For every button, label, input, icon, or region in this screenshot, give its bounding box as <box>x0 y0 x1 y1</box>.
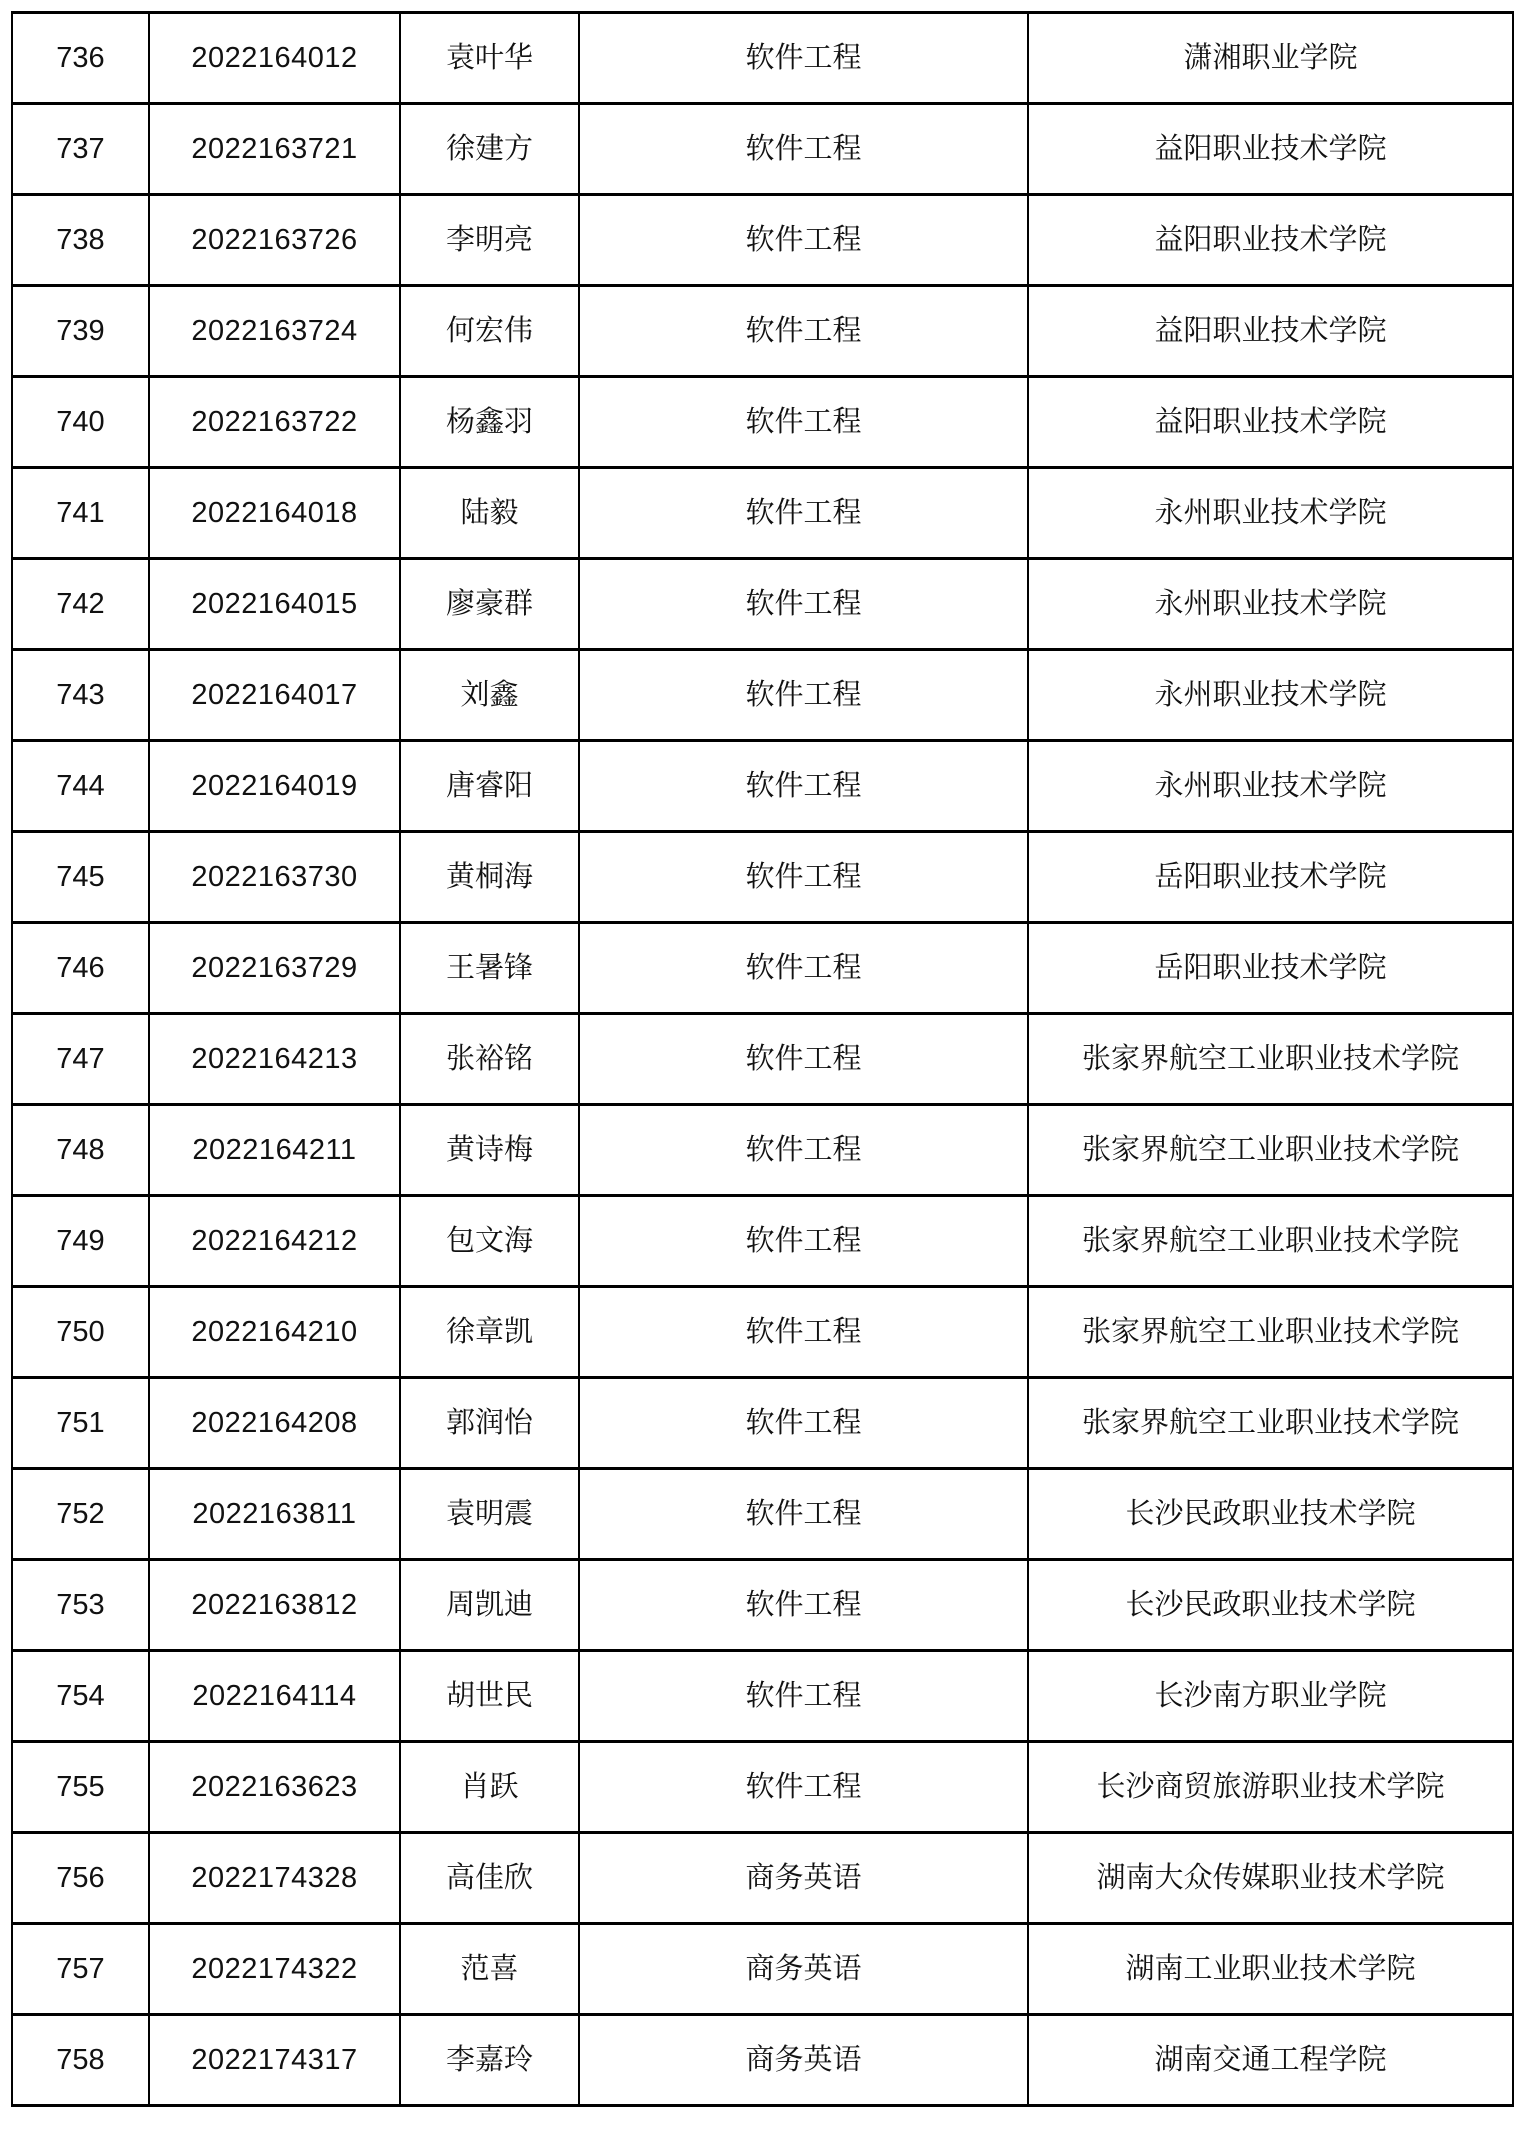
cell-school: 张家界航空工业职业技术学院 <box>1028 1196 1513 1287</box>
cell-row-number: 751 <box>12 1378 149 1469</box>
table-row <box>12 1196 1513 1287</box>
cell-student-id: 2022163729 <box>149 923 400 1014</box>
cell-student-name: 唐睿阳 <box>400 741 579 832</box>
cell-student-id: 2022164017 <box>149 650 400 741</box>
cell-school: 岳阳职业技术学院 <box>1028 832 1513 923</box>
cell-major: 软件工程 <box>579 468 1028 559</box>
cell-major: 软件工程 <box>579 195 1028 286</box>
cell-major: 软件工程 <box>579 650 1028 741</box>
cell-row-number: 753 <box>12 1560 149 1651</box>
cell-school: 湖南交通工程学院 <box>1028 2015 1513 2106</box>
cell-row-number: 757 <box>12 1924 149 2015</box>
cell-student-name: 何宏伟 <box>400 286 579 377</box>
cell-row-number: 745 <box>12 832 149 923</box>
cell-major: 软件工程 <box>579 377 1028 468</box>
cell-school: 益阳职业技术学院 <box>1028 286 1513 377</box>
cell-student-name: 高佳欣 <box>400 1833 579 1924</box>
cell-major: 软件工程 <box>579 559 1028 650</box>
cell-student-id: 2022163724 <box>149 286 400 377</box>
cell-row-number: 743 <box>12 650 149 741</box>
cell-row-number: 755 <box>12 1742 149 1833</box>
cell-row-number: 746 <box>12 923 149 1014</box>
cell-row-number: 756 <box>12 1833 149 1924</box>
cell-student-id: 2022163812 <box>149 1560 400 1651</box>
cell-major: 商务英语 <box>579 2015 1028 2106</box>
table-row <box>12 1560 1513 1651</box>
cell-major: 商务英语 <box>579 1924 1028 2015</box>
cell-school: 张家界航空工业职业技术学院 <box>1028 1287 1513 1378</box>
cell-row-number: 742 <box>12 559 149 650</box>
cell-row-number: 747 <box>12 1014 149 1105</box>
cell-student-id: 2022163623 <box>149 1742 400 1833</box>
cell-row-number: 738 <box>12 195 149 286</box>
table-row <box>12 832 1513 923</box>
cell-row-number: 758 <box>12 2015 149 2106</box>
table-row <box>12 1378 1513 1469</box>
cell-major: 软件工程 <box>579 1196 1028 1287</box>
table-row <box>12 1742 1513 1833</box>
cell-student-name: 范喜 <box>400 1924 579 2015</box>
cell-row-number: 752 <box>12 1469 149 1560</box>
cell-student-id: 2022163811 <box>149 1469 400 1560</box>
cell-student-id: 2022174328 <box>149 1833 400 1924</box>
cell-student-name: 胡世民 <box>400 1651 579 1742</box>
table-row <box>12 1287 1513 1378</box>
student-roster-table-body <box>12 13 1513 2106</box>
cell-school: 益阳职业技术学院 <box>1028 195 1513 286</box>
cell-row-number: 739 <box>12 286 149 377</box>
cell-school: 潇湘职业学院 <box>1028 13 1513 104</box>
table-row <box>12 13 1513 104</box>
cell-row-number: 737 <box>12 104 149 195</box>
cell-student-name: 袁明震 <box>400 1469 579 1560</box>
table-row <box>12 1014 1513 1105</box>
table-row <box>12 1469 1513 1560</box>
cell-school: 湖南大众传媒职业技术学院 <box>1028 1833 1513 1924</box>
cell-major: 软件工程 <box>579 1105 1028 1196</box>
table-row <box>12 650 1513 741</box>
cell-major: 软件工程 <box>579 1287 1028 1378</box>
table-row <box>12 377 1513 468</box>
cell-student-name: 陆毅 <box>400 468 579 559</box>
cell-student-id: 2022164012 <box>149 13 400 104</box>
cell-row-number: 740 <box>12 377 149 468</box>
table-row <box>12 104 1513 195</box>
table-row <box>12 1924 1513 2015</box>
cell-student-id: 2022164210 <box>149 1287 400 1378</box>
cell-row-number: 741 <box>12 468 149 559</box>
cell-major: 软件工程 <box>579 741 1028 832</box>
table-row <box>12 2015 1513 2106</box>
table-row <box>12 1651 1513 1742</box>
cell-student-id: 2022163722 <box>149 377 400 468</box>
cell-student-id: 2022164211 <box>149 1105 400 1196</box>
cell-student-name: 郭润怡 <box>400 1378 579 1469</box>
cell-school: 张家界航空工业职业技术学院 <box>1028 1105 1513 1196</box>
cell-student-name: 李嘉玲 <box>400 2015 579 2106</box>
table-row <box>12 923 1513 1014</box>
cell-major: 软件工程 <box>579 13 1028 104</box>
cell-major: 软件工程 <box>579 104 1028 195</box>
cell-student-id: 2022164213 <box>149 1014 400 1105</box>
cell-school: 张家界航空工业职业技术学院 <box>1028 1014 1513 1105</box>
table-row <box>12 1105 1513 1196</box>
cell-school: 永州职业技术学院 <box>1028 468 1513 559</box>
cell-school: 益阳职业技术学院 <box>1028 104 1513 195</box>
cell-student-id: 2022164018 <box>149 468 400 559</box>
cell-row-number: 749 <box>12 1196 149 1287</box>
table-row <box>12 559 1513 650</box>
cell-major: 软件工程 <box>579 286 1028 377</box>
cell-student-id: 2022164019 <box>149 741 400 832</box>
cell-student-name: 王暑锋 <box>400 923 579 1014</box>
cell-student-id: 2022164208 <box>149 1378 400 1469</box>
cell-major: 商务英语 <box>579 1833 1028 1924</box>
cell-student-id: 2022174322 <box>149 1924 400 2015</box>
cell-student-name: 黄诗梅 <box>400 1105 579 1196</box>
cell-major: 软件工程 <box>579 1651 1028 1742</box>
cell-student-name: 包文海 <box>400 1196 579 1287</box>
cell-student-id: 2022164212 <box>149 1196 400 1287</box>
cell-student-id: 2022164015 <box>149 559 400 650</box>
cell-major: 软件工程 <box>579 1378 1028 1469</box>
cell-student-name: 周凯迪 <box>400 1560 579 1651</box>
cell-student-id: 2022163726 <box>149 195 400 286</box>
cell-student-name: 黄桐海 <box>400 832 579 923</box>
cell-major: 软件工程 <box>579 832 1028 923</box>
cell-student-id: 2022174317 <box>149 2015 400 2106</box>
cell-school: 张家界航空工业职业技术学院 <box>1028 1378 1513 1469</box>
cell-row-number: 736 <box>12 13 149 104</box>
table-row <box>12 286 1513 377</box>
cell-major: 软件工程 <box>579 923 1028 1014</box>
cell-student-name: 袁叶华 <box>400 13 579 104</box>
cell-school: 永州职业技术学院 <box>1028 741 1513 832</box>
cell-student-name: 张裕铭 <box>400 1014 579 1105</box>
table-row <box>12 1833 1513 1924</box>
cell-row-number: 754 <box>12 1651 149 1742</box>
cell-school: 长沙商贸旅游职业技术学院 <box>1028 1742 1513 1833</box>
cell-student-name: 肖跃 <box>400 1742 579 1833</box>
cell-student-name: 李明亮 <box>400 195 579 286</box>
cell-major: 软件工程 <box>579 1014 1028 1105</box>
cell-row-number: 748 <box>12 1105 149 1196</box>
cell-school: 岳阳职业技术学院 <box>1028 923 1513 1014</box>
student-roster-table <box>11 11 1514 2107</box>
table-row <box>12 195 1513 286</box>
cell-school: 益阳职业技术学院 <box>1028 377 1513 468</box>
table-row <box>12 468 1513 559</box>
cell-school: 长沙民政职业技术学院 <box>1028 1560 1513 1651</box>
cell-school: 永州职业技术学院 <box>1028 650 1513 741</box>
cell-student-name: 杨鑫羽 <box>400 377 579 468</box>
table-row <box>12 741 1513 832</box>
cell-school: 湖南工业职业技术学院 <box>1028 1924 1513 2015</box>
cell-school: 长沙南方职业学院 <box>1028 1651 1513 1742</box>
cell-major: 软件工程 <box>579 1469 1028 1560</box>
cell-school: 长沙民政职业技术学院 <box>1028 1469 1513 1560</box>
cell-major: 软件工程 <box>579 1742 1028 1833</box>
cell-student-name: 廖豪群 <box>400 559 579 650</box>
cell-student-id: 2022163721 <box>149 104 400 195</box>
cell-major: 软件工程 <box>579 1560 1028 1651</box>
cell-row-number: 744 <box>12 741 149 832</box>
cell-student-id: 2022163730 <box>149 832 400 923</box>
cell-student-name: 刘鑫 <box>400 650 579 741</box>
cell-row-number: 750 <box>12 1287 149 1378</box>
cell-student-name: 徐建方 <box>400 104 579 195</box>
cell-school: 永州职业技术学院 <box>1028 559 1513 650</box>
cell-student-name: 徐章凯 <box>400 1287 579 1378</box>
cell-student-id: 2022164114 <box>149 1651 400 1742</box>
